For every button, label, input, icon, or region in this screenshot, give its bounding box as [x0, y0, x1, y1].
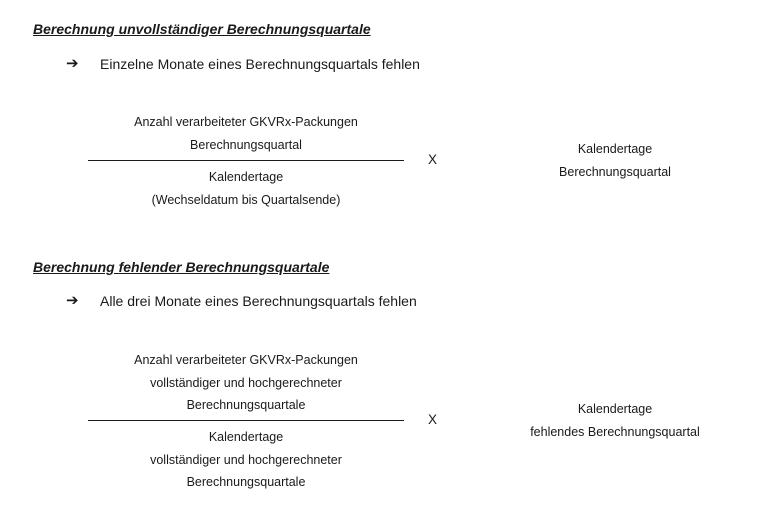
- section2-bullet-text: Alle drei Monate eines Berechnungsquartals fehlen: [100, 293, 417, 309]
- section2-denominator-line-1: Kalendertage: [208, 430, 284, 444]
- arrow-right-icon: ➔: [66, 292, 79, 309]
- section1-right-line-1: Kalendertage: [577, 142, 653, 156]
- section2-right-line-2: fehlendes Berechnungsquartal: [530, 425, 700, 439]
- section1-fraction-bar: [88, 160, 404, 161]
- section1-numerator-line-2: Berechnungsquartal: [190, 138, 302, 152]
- section1-right-line-2: Berechnungsquartal: [559, 165, 671, 179]
- section1-bullet-text: Einzelne Monate eines Berechnungsquartals fehlen: [100, 56, 420, 72]
- section2-denominator-line-3: Berechnungsquartale: [186, 475, 306, 489]
- arrow-right-icon: ➔: [66, 55, 79, 72]
- section2-numerator-line-3: Berechnungsquartale: [186, 398, 306, 412]
- section2-denominator-line-2: vollständiger und hochgerechneter: [150, 453, 342, 467]
- section2-numerator-line-1: Anzahl verarbeiteter GKVRx-Packungen: [134, 353, 358, 367]
- section1-multiply-operator: X: [428, 152, 438, 167]
- section2-right-line-1: Kalendertage: [577, 402, 653, 416]
- section1-heading: Berechnung unvollständiger Berechnungsquartale: [33, 21, 371, 37]
- section2-numerator-line-2: vollständiger und hochgerechneter: [150, 376, 342, 390]
- section2-multiply-operator: X: [428, 412, 438, 427]
- section1-denominator-line-1: Kalendertage: [208, 170, 284, 184]
- section2-fraction-bar: [88, 420, 404, 421]
- section1-numerator-line-1: Anzahl verarbeiteter GKVRx-Packungen: [134, 115, 358, 129]
- section1-denominator-line-2: (Wechseldatum bis Quartalsende): [151, 193, 341, 207]
- section2-heading: Berechnung fehlender Berechnungsquartale: [33, 259, 330, 275]
